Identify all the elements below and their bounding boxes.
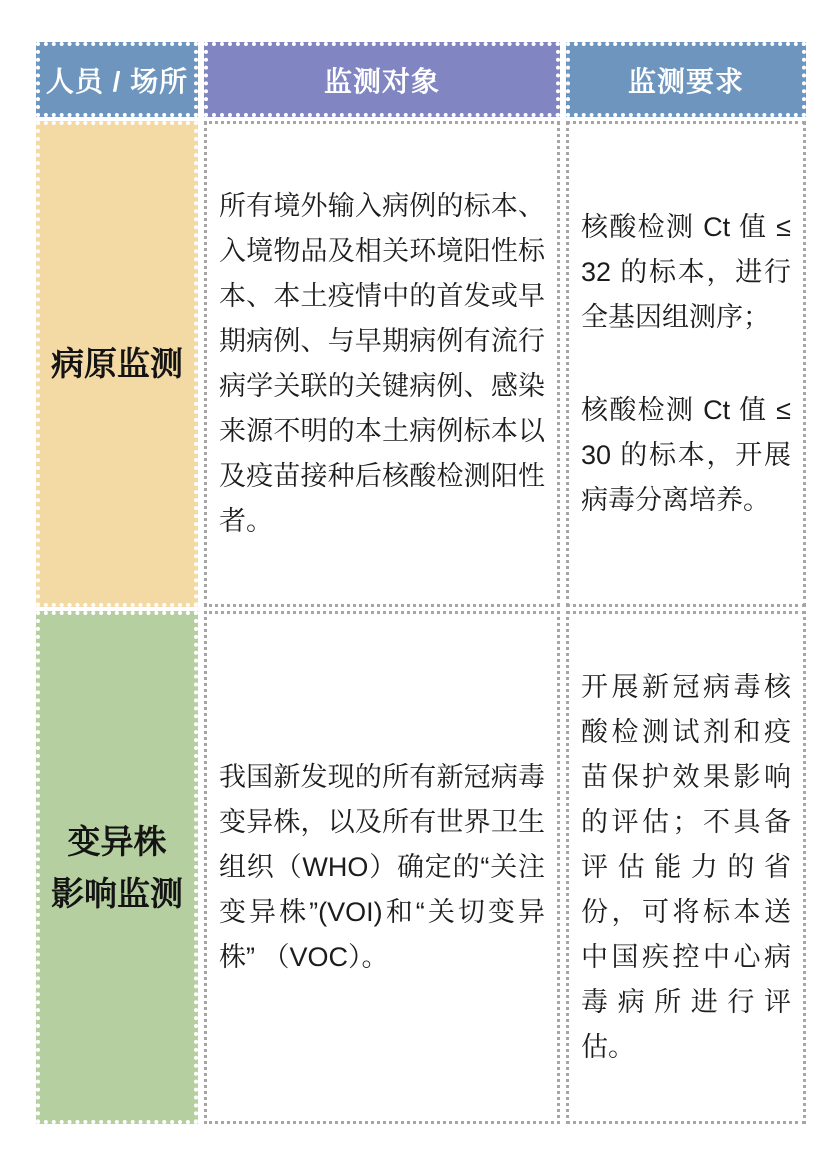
requirement-cell-variant-impact-monitoring	[566, 611, 806, 1124]
monitoring-table	[36, 42, 806, 1124]
target-text-variant-impact-monitoring: 我国新发现的所有新冠病毒变异株，以及所有世界卫生组织（WHO）确定的“关注变异株”(VOI)和“关切变异株” （VOC）。	[219, 762, 545, 972]
category-cell-variant-impact-monitoring	[36, 611, 198, 1124]
target-cell-variant-impact-monitoring	[204, 611, 560, 1124]
requirement-text-virus-isolation: 核酸检测 Ct 值 ≤ 30 的标本，开展病毒分离培养。	[581, 395, 791, 515]
category-label-pathogen-monitoring: 病原监测	[51, 345, 183, 383]
requirement-cell-pathogen-monitoring	[566, 121, 806, 607]
requirement-text-variant-assessment: 开展新冠病毒核酸检测试剂和疫苗保护效果影响的评估；不具备评估能力的省份，可将标本送中国疾控中心病毒病所进行评估。	[581, 672, 791, 1062]
category-cell-pathogen-monitoring	[36, 121, 198, 607]
header-label-personnel-place: 人员 / 场所	[45, 65, 189, 97]
header-label-monitoring-target: 监测对象	[323, 65, 440, 97]
category-label-variant-line1: 变异株	[67, 823, 167, 861]
target-cell-pathogen-monitoring	[204, 121, 560, 607]
header-label-monitoring-requirement: 监测要求	[627, 65, 744, 97]
category-label-variant-line2: 影响监测	[51, 874, 183, 912]
target-text-pathogen-monitoring: 所有境外输入病例的标本、入境物品及相关环境阳性标本、本土疫情中的首发或早期病例、与早期病例有流行病学关联的关键病例、感染来源不明的本土病例标本以及疫苗接种后核酸检测阳性者。	[219, 191, 545, 536]
header-cell-personnel-place	[36, 42, 198, 117]
header-cell-monitoring-requirement	[566, 42, 806, 117]
header-cell-monitoring-target	[204, 42, 560, 117]
requirement-text-sequencing: 核酸检测 Ct 值 ≤ 32 的标本，进行全基因组测序；	[581, 212, 791, 332]
